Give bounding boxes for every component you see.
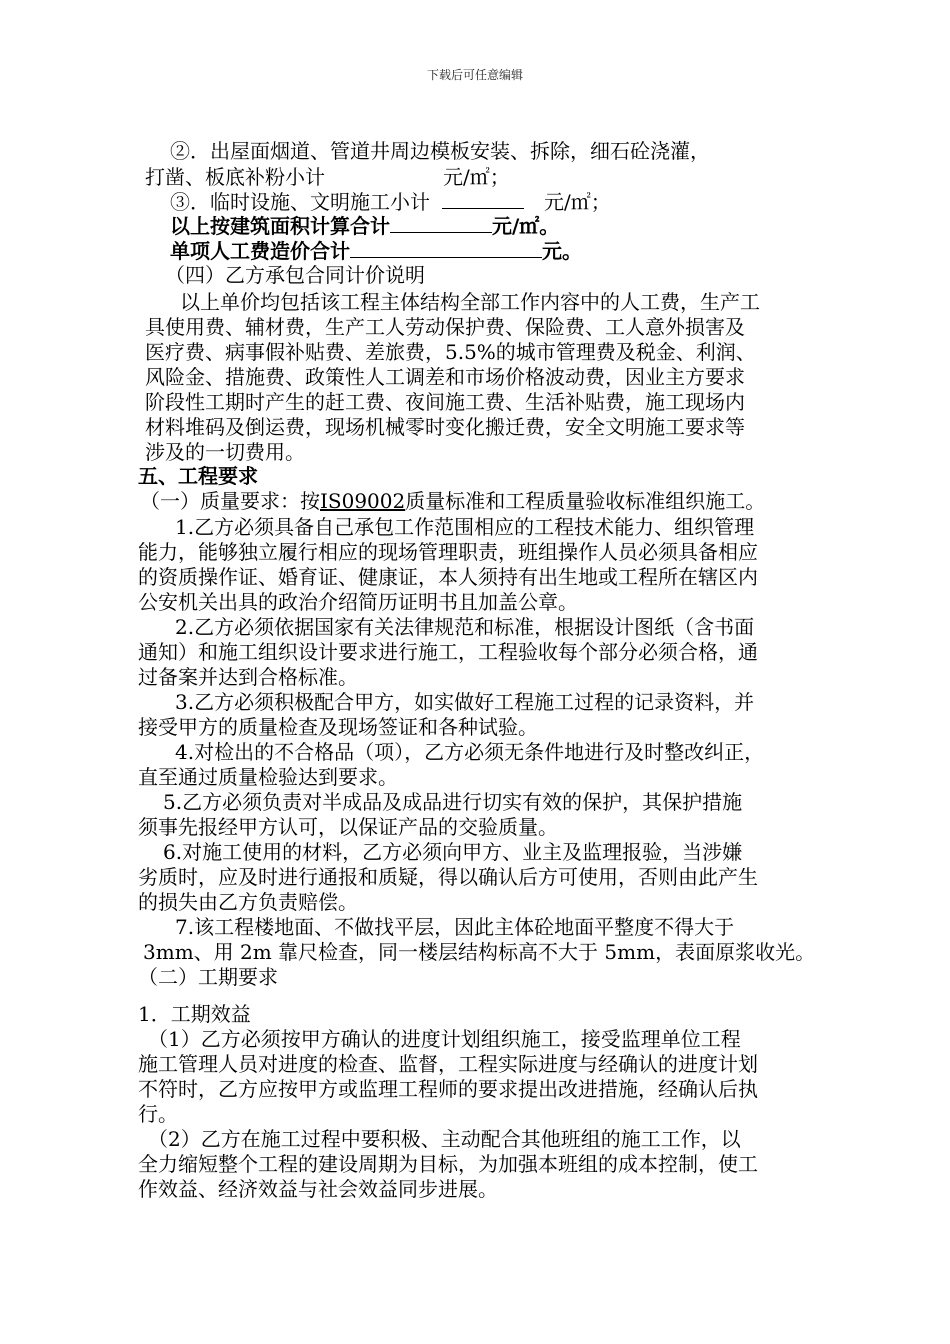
total-area-label: 以上按建筑面积计算合计 xyxy=(170,214,390,238)
quality-standard: IS09002 xyxy=(320,489,406,513)
pricing-para-line-1: 以上单价均包括该工程主体结构全部工作内容中的人工费，生产工 xyxy=(180,290,760,314)
req-3-line-2: 接受甲方的质量检查及现场签证和各种试验。 xyxy=(138,715,538,739)
req-2-line-3: 过备案并达到合格标准。 xyxy=(138,665,358,689)
req-5-line-1: 5.乙方必须负责对半成品及成品进行切实有效的保护，其保护措施 xyxy=(163,790,743,814)
labor-total-unit: 元。 xyxy=(542,239,582,263)
total-area-blank xyxy=(390,212,492,233)
pricing-para-line-2: 具使用费、辅材费，生产工人劳动保护费、保险费、工人意外损害及 xyxy=(145,315,745,339)
schedule-1-line-2: 施工管理人员对进度的检查、监督，工程实际进度与经确认的进度计划 xyxy=(138,1052,758,1076)
req-6-line-1: 6.对施工使用的材料，乙方必须向甲方、业主及监理报验，当涉嫌 xyxy=(163,840,743,864)
item-3-label: ③．临时设施、文明施工小计 xyxy=(170,190,430,214)
item-2-line-1: ②．出屋面烟道、管道井周边模板安装、拆除，细石砼浇灌， xyxy=(170,139,710,163)
pricing-para-line-3: 医疗费、病事假补贴费、差旅费，5.5%的城市管理费及税金、利润、 xyxy=(145,340,756,364)
req-6-line-2: 劣质时，应及时进行通报和质疑，得以确认后方可使用，否则由此产生 xyxy=(138,865,758,889)
req-1-line-2: 能力，能够独立履行相应的现场管理职责，班组操作人员必须具备相应 xyxy=(138,540,758,564)
req-6-line-3: 的损失由乙方负责赔偿。 xyxy=(138,890,358,914)
req-1-line-4: 公安机关出具的政治介绍简历证明书且加盖公章。 xyxy=(138,590,578,614)
schedule-1-line-4: 行。 xyxy=(138,1102,178,1126)
schedule-2-line-1: （2）乙方在施工过程中要积极、主动配合其他班组的施工工作，以 xyxy=(148,1127,741,1151)
labor-total-blank xyxy=(350,237,542,258)
req-2-line-1: 2.乙方必须依据国家有关法律规范和标准，根据设计图纸（含书面 xyxy=(175,615,755,639)
schedule-1-line-1: （1）乙方必须按甲方确认的进度计划组织施工，接受监理单位工程 xyxy=(148,1027,741,1051)
schedule-2-line-2: 全力缩短整个工程的建设周期为目标，为加强本班组的成本控制，使工 xyxy=(138,1152,758,1176)
req-1-line-1: 1.乙方必须具备自己承包工作范围相应的工程技术能力、组织管理 xyxy=(175,515,755,539)
schedule-benefit-heading: 1．工期效益 xyxy=(138,1002,251,1026)
item-3-unit: 元/㎡； xyxy=(544,190,611,214)
total-area-line xyxy=(170,212,559,238)
pricing-para-line-6: 材料堆码及倒运费，现场机械零时变化搬迁费，安全文明施工要求等 xyxy=(145,415,745,439)
labor-total-line xyxy=(170,237,582,263)
req-4-line-1: 4.对检出的不合格品（项），乙方必须无条件地进行及时整改纠正， xyxy=(175,740,765,764)
quality-heading xyxy=(140,488,765,514)
req-7-line-1: 7.该工程楼地面、不做找平层，因此主体砼地面平整度不得大于 xyxy=(175,915,735,939)
schedule-1-line-3: 不符时，乙方应按甲方或监理工程师的要求提出改进措施，经确认后执 xyxy=(138,1077,758,1101)
req-5-line-2: 须事先报经甲方认可，以保证产品的交验质量。 xyxy=(138,815,558,839)
quality-heading-suffix: 质量标准和工程质量验收标准组织施工。 xyxy=(405,489,766,513)
item-2-line-2 xyxy=(145,164,510,190)
page-header: 下载后可任意编辑 xyxy=(426,68,523,82)
item-2-label: 打凿、板底补粉小计 xyxy=(145,165,325,189)
pricing-para-line-7: 涉及的一切费用。 xyxy=(145,440,305,464)
schedule-heading: （二）工期要求 xyxy=(138,965,278,989)
pricing-para-line-5: 阶段性工期时产生的赶工费、夜间施工费、生活补贴费，施工现场内 xyxy=(145,390,745,414)
quality-heading-prefix: （一）质量要求：按 xyxy=(140,489,320,513)
item-2-unit: 元/㎡； xyxy=(443,165,510,189)
schedule-2-line-3: 作效益、经济效益与社会效益同步进展。 xyxy=(138,1177,498,1201)
section-5-heading: 五、工程要求 xyxy=(138,464,258,488)
item-3-line xyxy=(170,188,611,214)
req-2-line-2: 通知）和施工组织设计要求进行施工，工程验收每个部分必须合格，通 xyxy=(138,640,758,664)
req-7-line-2: 3mm、用 2m 靠尺检查，同一楼层结构标高不大于 5mm，表面原浆收光。 xyxy=(143,940,816,964)
req-1-line-3: 的资质操作证、婚育证、健康证，本人须持有出生地或工程所在辖区内 xyxy=(138,565,758,589)
total-area-unit: 元/㎡。 xyxy=(492,214,560,238)
req-3-line-1: 3.乙方必须积极配合甲方，如实做好工程施工过程的记录资料，并 xyxy=(175,690,755,714)
labor-total-label: 单项人工费造价合计 xyxy=(170,239,350,263)
pricing-para-line-4: 风险金、措施费、政策性人工调差和市场价格波动费，因业主方要求 xyxy=(145,365,745,389)
req-4-line-2: 直至通过质量检验达到要求。 xyxy=(138,765,398,789)
item-3-blank xyxy=(442,188,524,209)
section-4-heading: （四）乙方承包合同计价说明 xyxy=(165,263,425,287)
